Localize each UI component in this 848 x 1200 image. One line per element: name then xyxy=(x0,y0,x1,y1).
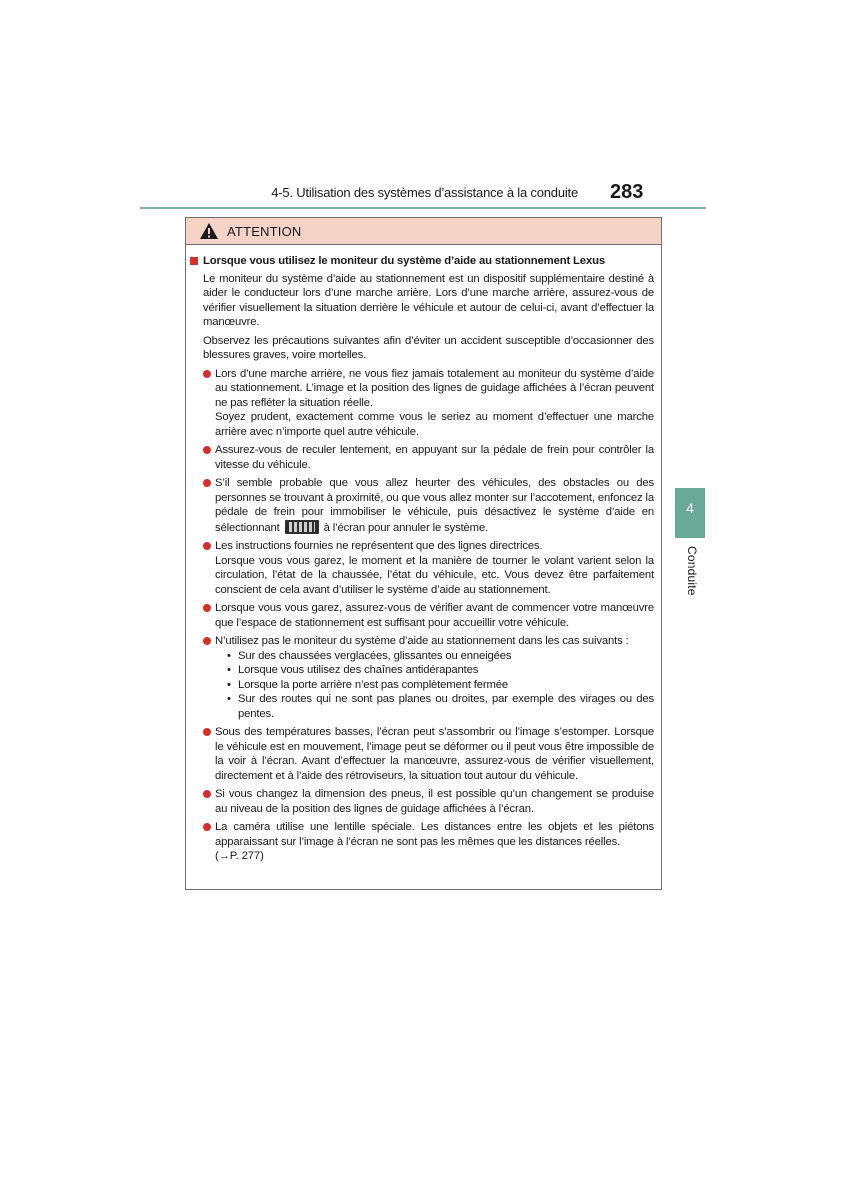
sub-list-text: Lorsque la porte arrière n’est pas complètement fermée xyxy=(238,678,509,691)
intro-paragraph: Observez les précautions suivantes afin d’éviter un accident susceptible d’occasionner des blessures graves, voire mortelles. xyxy=(203,334,654,361)
warning-box xyxy=(185,217,662,890)
square-bullet-icon xyxy=(190,257,198,265)
sub-list-text: Sur des routes qui ne sont pas planes ou droites, par exemple des virages ou des pentes. xyxy=(238,693,654,720)
intro-paragraph: Le moniteur du système d’aide au stationnement est un dispositif supplémentaire destiné à aider le conducteur lors d’une marche arrière. Lors d’une marche arrière, assurez-vous de vérifier visuellement la situation derrière le véhicule et autour de celui-ci, avant d’effectuer la manœuvre. xyxy=(203,272,654,328)
warning-section-title-text: Lorsque vous utilisez le moniteur du système d’aide au stationnement Lexus xyxy=(203,255,605,267)
bullet-dot-icon xyxy=(203,604,211,612)
sub-list-item xyxy=(227,649,654,664)
parking-assist-off-icon xyxy=(285,520,319,534)
chapter-label: Conduite xyxy=(685,546,699,596)
bullet-dot-icon xyxy=(203,479,211,487)
sub-bullet-mark: • xyxy=(227,678,231,691)
list-item xyxy=(203,443,654,472)
warning-header xyxy=(186,218,661,245)
warning-body xyxy=(186,245,661,864)
list-item xyxy=(203,367,654,440)
list-item xyxy=(203,820,654,864)
list-item xyxy=(203,539,654,597)
sub-bullet-mark: • xyxy=(227,649,231,662)
bullet-dot-icon xyxy=(203,542,211,550)
list-item xyxy=(203,634,654,721)
sub-list-item xyxy=(227,678,654,693)
sub-list-text: Sur des chaussées verglacées, glissantes ou enneigées xyxy=(238,649,512,662)
list-item xyxy=(203,601,654,630)
sub-list xyxy=(227,649,654,722)
bullet-text: Si vous changez la dimension des pneus, il est possible qu’un changement se produise au niveau de la position des lignes de guidage affichées à l’écran. xyxy=(215,788,654,815)
list-item xyxy=(203,476,654,535)
bullet-dot-icon xyxy=(203,823,211,831)
bullet-text: N’utilisez pas le moniteur du système d’aide au stationnement dans les cas suivants : xyxy=(215,635,629,647)
list-item xyxy=(203,725,654,783)
bullet-dot-icon xyxy=(203,370,211,378)
bullet-text: Lorsque vous vous garez, assurez-vous de vérifier avant de commencer votre manœuvre que l’espace de stationnement est suffisant pour accueillir votre véhicule. xyxy=(215,602,654,629)
bullet-dot-icon xyxy=(203,790,211,798)
page-reference-link[interactable]: (→P. 277) xyxy=(215,850,264,862)
warning-triangle-icon xyxy=(199,222,219,240)
warning-heading: ATTENTION xyxy=(227,223,302,239)
bullet-text: Assurez-vous de reculer lentement, en appuyant sur la pédale de frein pour contrôler la vitesse du véhicule. xyxy=(215,444,654,471)
bullet-dot-icon xyxy=(203,446,211,454)
bullet-text: Les instructions fournies ne représentent que des lignes directrices. xyxy=(215,540,543,552)
sub-list-item xyxy=(227,692,654,721)
chapter-tab[interactable] xyxy=(675,488,705,538)
bullet-text: La caméra utilise une lentille spéciale. Les distances entre les objets et les piétons apparaissant sur l’image à l’écran ne sont pas les mêmes que les distances réelles. xyxy=(215,821,654,848)
list-item xyxy=(203,787,654,816)
sub-bullet-mark: • xyxy=(227,693,231,705)
warning-section-title xyxy=(190,254,654,269)
section-header-title: 4-5. Utilisation des systèmes d’assistance à la conduite xyxy=(271,185,578,200)
header-divider xyxy=(140,207,706,209)
chapter-number: 4 xyxy=(686,500,694,516)
bullet-dot-icon xyxy=(203,728,211,736)
bullet-text: Lorsque vous vous garez, le moment et la manière de tourner le volant varient selon la circulation, l’état de la chaussée, l’état du véhicule, etc. Vous devez être parfaitement conscient de cela avant d’utiliser le système d’aide au stationnement. xyxy=(215,554,654,596)
bullet-text: à l’écran pour annuler le système. xyxy=(323,521,489,534)
sub-bullet-mark: • xyxy=(227,664,231,676)
sub-list-text: Lorsque vous utilisez des chaînes antidérapantes xyxy=(238,664,479,676)
sub-list-item xyxy=(227,663,654,678)
bullet-text: Lors d’une marche arrière, ne vous fiez jamais totalement au moniteur du système d’aide au stationnement. L’image et la position des lignes de guidage affichées à l’écran peuvent ne pas refléter la situation réelle. xyxy=(215,367,654,409)
bullet-text: Sous des températures basses, l’écran peut s’assombrir ou l’image s’estomper. Lorsque le véhicule est en mouvement, l’image peut se déformer ou il peut vous être impossible de la voir à l’écran. Avant d’effectuer la manœuvre, assurez-vous de vérifier visuellement, directement et à l’aide des rétroviseurs, la situation tout autour du véhicule. xyxy=(215,726,654,782)
bullet-text: Soyez prudent, exactement comme vous le seriez au moment d’effectuer une marche arrière avec n’importe quel autre véhicule. xyxy=(215,411,654,438)
bullet-dot-icon xyxy=(203,637,211,645)
page-number: 283 xyxy=(610,181,644,203)
bullet-text: S’il semble probable que vous allez heurter des véhicules, des obstacles ou des personnes se trouvant à proximité, ou que vous allez monter sur l’accotement, enfoncez la pédale de frein pour immobiliser le véhicule, puis désactivez le système d’aide en sélectionnant xyxy=(215,477,654,534)
